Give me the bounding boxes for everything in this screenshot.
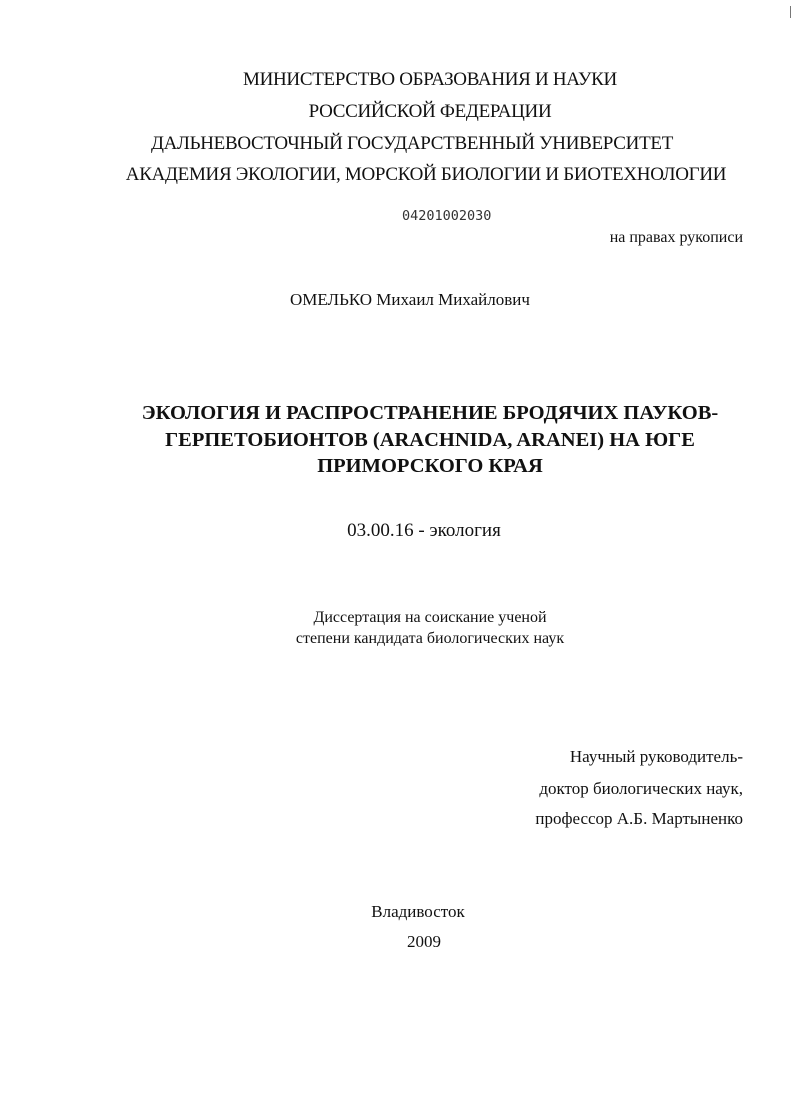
header-federation: РОССИЙСКОЙ ФЕДЕРАЦИИ [308,101,552,122]
year: 2009 [407,932,441,951]
title-line-3: ПРИМОРСКОГО КРАЯ [317,455,543,477]
header-university: ДАЛЬНЕВОСТОЧНЫЙ ГОСУДАРСТВЕННЫЙ УНИВЕРСИТЕТ [150,133,674,154]
stamp-code: 04201002030 [402,208,492,224]
author-name: ОМЕЛЬКО Михаил Михайлович [290,290,530,309]
supervisor-line-1: Научный руководитель- [569,747,743,766]
city: Владивосток [371,902,465,921]
degree-line-2: степени кандидата биологических наук [295,630,565,647]
scan-mark [790,6,791,18]
title-line-1: ЭКОЛОГИЯ И РАСПРОСТРАНЕНИЕ БРОДЯЧИХ ПАУКОВ- [141,402,719,424]
header-ministry: МИНИСТЕРСТВО ОБРАЗОВАНИЯ И НАУКИ [243,69,617,90]
specialty: 03.00.16 - экология [347,520,501,541]
header-academy: АКАДЕМИЯ ЭКОЛОГИИ, МОРСКОЙ БИОЛОГИИ И БИОТЕХНОЛОГИИ [125,164,727,185]
manuscript-note: на правах рукописи [609,229,743,246]
degree-line-1: Диссертация на соискание ученой [313,609,547,626]
supervisor-line-2: доктор биологических наук, [539,779,743,798]
title-line-2: ГЕРПЕТОБИОНТОВ (ARACHNIDA, ARANEI) НА ЮГЕ [165,429,695,451]
supervisor-line-3: профессор А.Б. Мартыненко [535,809,743,828]
